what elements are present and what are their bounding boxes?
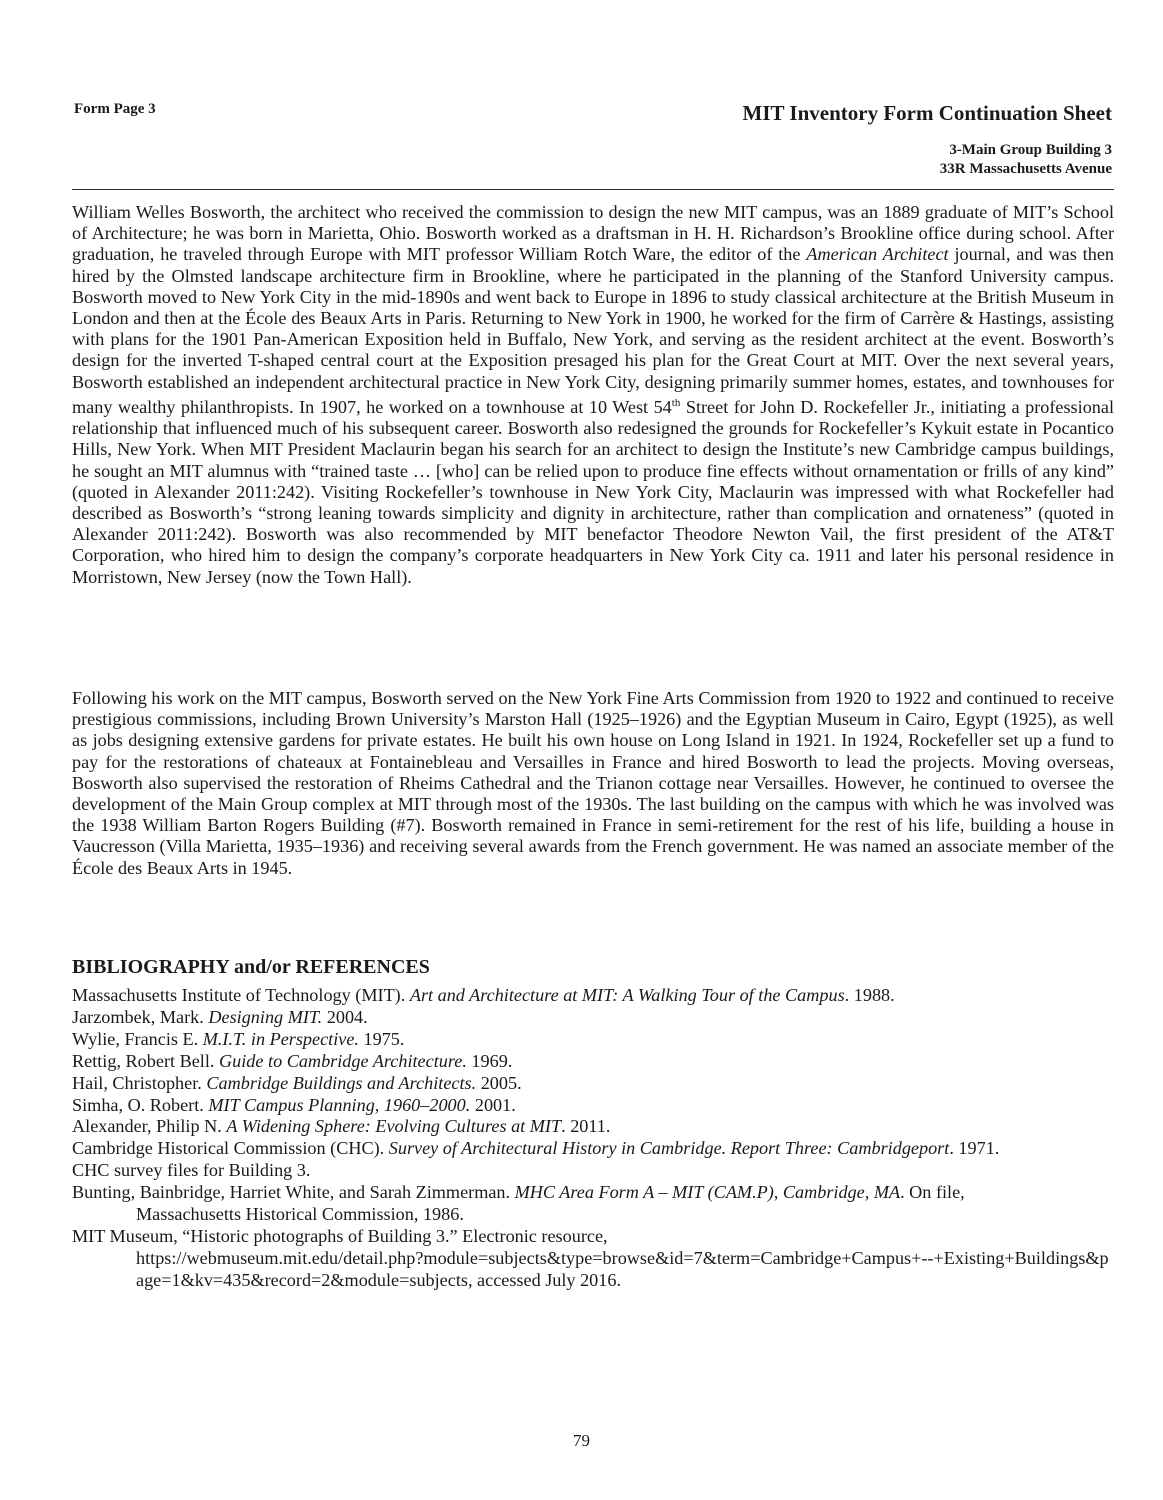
- journal-title: American Architect: [806, 244, 949, 265]
- page-title: MIT Inventory Form Continuation Sheet: [742, 101, 1112, 125]
- entry-title: M.I.T. in Perspective.: [202, 1028, 359, 1049]
- body-paragraph-2: Following his work on the MIT campus, Bosworth served on the New York Fine Arts Commission from 1920 to 1922 and continued to receive prestigious commissions, including Brown University’s Marston Hall (1925–1926) and the Egyptian Museum in Cairo, Egypt (1925), as well as jobs designing extensive gardens for private estates. He built his own house on Long Island in 1921. In 1924, Rockefeller set up a fund to pay for the restorations of chateaux at Fontainebleau and Versailles in France and hired Bosworth to lead the projects. Moving overseas, Bosworth also supervised the restoration of Rheims Cathedral and the Trianon cottage near Versailles. However, he continued to oversee the development of the Main Group complex at MIT through most of the 1930s. The last building on the campus with which he was involved was the 1938 William Barton Rogers Building (#7). Bosworth remained in France in semi-retirement for the rest of his life, building a house in Vaucresson (Villa Marietta, 1935–1936) and receiving several awards from the French government. He was named an associate member of the École des Beaux Arts in 1945.: [72, 688, 1114, 878]
- bibliography-entry: [72, 1138, 1112, 1160]
- entry-text: 2005.: [476, 1072, 522, 1093]
- entry-text: Alexander, Philip N.: [72, 1116, 227, 1137]
- entry-title: MHC Area Form A – MIT (CAM.P), Cambridge, MA: [514, 1182, 901, 1203]
- entry-title: A Widening Sphere: Evolving Cultures at MIT: [226, 1116, 562, 1137]
- entry-text: MIT Museum, “Historic photographs of Building 3.” Electronic resource,: [72, 1225, 608, 1246]
- entry-text: Bunting, Bainbridge, Harriet White, and Sarah Zimmerman.: [72, 1182, 515, 1203]
- building-name: 3-Main Group Building 3: [949, 142, 1112, 158]
- page-number: 79: [573, 1431, 590, 1450]
- bibliography-entry: [72, 1073, 1112, 1095]
- building-address: 33R Massachusetts Avenue: [939, 161, 1112, 177]
- entry-text: Cambridge Historical Commission (CHC).: [72, 1138, 389, 1159]
- entry-text: . 2011.: [561, 1116, 611, 1137]
- entry-text: . 1988.: [844, 985, 895, 1005]
- entry-text: Simha, O. Robert.: [72, 1094, 209, 1115]
- bibliography-entry: [72, 1051, 1112, 1073]
- entry-text: Jarzombek, Mark.: [72, 1006, 209, 1027]
- entry-title: Guide to Cambridge Architecture.: [219, 1050, 467, 1071]
- entry-text: Hail, Christopher.: [72, 1072, 207, 1093]
- entry-text: 1975.: [358, 1028, 405, 1049]
- paragraph-text: Street for John D. Rockefeller Jr., initiating a professional relationship that influenced much of his subsequent career. Bosworth also redesigned the grounds for Rockefeller’s Kykuit estate in Pocantico Hills, New York. When MIT President Maclaurin began his search for an architect to design the Institute’s new Cambridge campus buildings, he sought an MIT alumnus with “trained taste … [who] can be relied upon to produce fine effects without ornamentation or frills of any kind” (quoted in Alexander 2011:242). Visiting Rockefeller’s townhouse in New York City, Maclaurin was impressed with what Rockefeller had described as Bosworth’s “strong leaning towards simplicity and dignity in architecture, rather than complication and ornateness” (quoted in Alexander 2011:242). Bosworth was also recommended by MIT benefactor Theodore Newton Vail, the first president of the AT&T Corporation, who hired him to design the company’s corporate headquarters in New York City ca. 1911 and later his personal residence in Morristown, New Jersey (now the Town Hall).: [72, 396, 1115, 587]
- form-page-label: Form Page 3: [74, 101, 156, 117]
- bibliography-entry: [72, 1007, 1112, 1029]
- paragraph-text: journal, and was then hired by the Olmsted landscape architecture firm in Brookline, where he participated in the planning of the Stanford University campus. Bosworth moved to New York City in the mid-1890s and went back to Europe in 1896 to study classical architecture at the British Museum in London and then at the École des Beaux Arts in Paris. Returning to New York in 1900, he worked for the firm of Carrère & Hastings, assisting with plans for the 1901 Pan-American Exposition held in Buffalo, New York, and serving as the resident architect at the event. Bosworth’s design for the inverted T-shaped central court at the Exposition presaged his plan for the Great Court at MIT. Over the next several years, Bosworth established an independent architectural practice in New York City, designing primarily summer homes, estates, and townhouses for many wealthy philanthropists. In 1907, he worked on a townhouse at 10 West 54: [72, 244, 1114, 417]
- bibliography-list: [72, 985, 1112, 1292]
- bibliography-entry: [72, 1029, 1112, 1051]
- entry-text: . 1971.: [949, 1138, 1000, 1159]
- entry-title: MIT Campus Planning, 1960–2000.: [208, 1094, 471, 1115]
- entry-title: Survey of Architectural History in Cambridge. Report Three: Cambridgeport: [388, 1138, 950, 1159]
- entry-continuation: Massachusetts Historical Commission, 1986.: [136, 1204, 464, 1225]
- entry-text: Massachusetts Institute of Technology (MIT).: [72, 985, 410, 1005]
- superscript: th: [671, 396, 681, 409]
- bibliography-entry: [72, 1095, 1112, 1117]
- entry-text: . On file,: [900, 1182, 965, 1203]
- entry-text: Wylie, Francis E.: [72, 1028, 203, 1049]
- entry-title: Cambridge Buildings and Architects.: [206, 1072, 477, 1093]
- entry-title: Designing MIT.: [208, 1006, 323, 1027]
- entry-text: Rettig, Robert Bell.: [72, 1050, 220, 1071]
- bibliography-entry: [72, 1182, 1112, 1204]
- header-divider: [72, 189, 1114, 190]
- bibliography-entry: [72, 985, 1112, 1007]
- bibliography-entry: [72, 1226, 1112, 1248]
- bibliography-entry: [72, 1160, 1112, 1182]
- bibliography-heading: BIBLIOGRAPHY and/or REFERENCES: [72, 956, 430, 978]
- entry-text: 2001.: [470, 1094, 516, 1115]
- entry-text: 2004.: [322, 1006, 368, 1027]
- entry-title: Art and Architecture at MIT: A Walking Tour of the Campus: [409, 985, 845, 1005]
- body-paragraph-1: [72, 202, 1114, 588]
- entry-text: 1969.: [466, 1050, 513, 1071]
- entry-text: CHC survey files for Building 3.: [72, 1160, 311, 1181]
- paragraph-text: William Welles Bosworth, the architect who received the commission to design the new MIT campus, was an 1889 graduate of MIT’s School of Architecture; he was born in Marietta, Ohio. Bosworth worked as a draftsman in H. H. Richardson’s Brookline office during school. After graduation, he traveled through Europe with MIT professor William Rotch Ware, the editor of the: [72, 202, 1114, 265]
- bibliography-entry: [72, 1116, 1112, 1138]
- entry-url: https://webmuseum.mit.edu/detail.php?module=subjects&type=browse&id=7&term=Cambridge+Campus+--+Existing+Buildings&page=1&kv=435&record=2&module=subjects, accessed July 2016.: [136, 1247, 1109, 1290]
